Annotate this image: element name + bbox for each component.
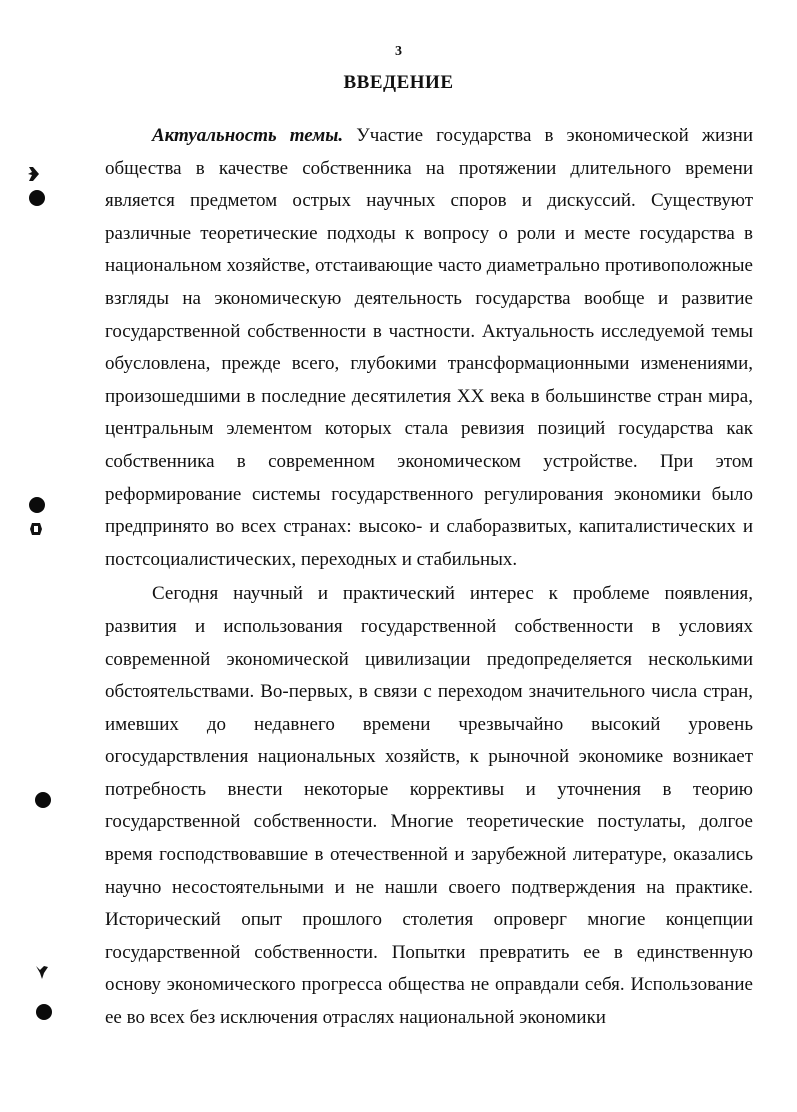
section-heading: ВВЕДЕНИЕ — [343, 72, 454, 93]
punch-hole-icon — [29, 497, 45, 513]
paragraph-1-text: Участие государства в экономической жизни общества в качестве собственника на протяжении длительного времени является предметом острых научных споров и дискуссий. Существуют различные теоретические подходы к вопросу о роли и месте государства в национальном хозяйстве, отстаивающие часто диаметрально противоположные взгляды на экономическую деятельность государства вообще и развитие государственной собственности в частности. Актуальность исследуемой темы обусловлена, прежде всего, глубокими трансформационными изменениями, произошедшими в последние десятилетия XX века в большинстве стран мира, центральным элементом которых стала ревизия позиций государства как собственника в современном экономическом устройстве. При этом реформирование системы государственного регулирования экономики было предпринято во всех странах: высоко- и слаборазвитых, капиталистических и постсоциалистических, переходных и стабильных. — [105, 125, 753, 570]
paragraph-1 — [105, 120, 753, 576]
paragraph-run-in-heading: Актуальность темы. — [152, 125, 344, 146]
punch-hole-icon — [29, 190, 45, 206]
scan-mark-icon — [29, 521, 43, 537]
punch-hole-icon — [35, 792, 51, 808]
body-text — [105, 120, 753, 1037]
scan-mark-icon — [35, 964, 49, 980]
scan-mark-icon — [27, 166, 41, 182]
paragraph-2 — [105, 578, 753, 1034]
punch-hole-icon — [36, 1004, 52, 1020]
paragraph-2-text: Сегодня научный и практический интерес к проблеме появления, развития и использования государственной собственности в условиях современной экономической цивилизации предопределяется несколькими обстоятельствами. Во-первых, в связи с переходом значительного числа стран, имевших до недавнего времени чрезвычайно высокий уровень огосударствления национальных хозяйств, к рыночной экономике возникает потребность внести некоторые коррективы и уточнения в теорию государственной собственности. Многие теоретические постулаты, долгое время господствовавшие в отечественной и зарубежной литературе, оказались научно несостоятельными и не нашли своего подтверждения на практике. Исторический опыт прошлого столетия опроверг многие концепции государственной собственности. Попытки превратить ее в единственную основу экономического прогресса общества не оправдали себя. Использование ее во всех без исключения отраслях национальной экономики — [105, 583, 753, 1029]
page-number: 3 — [395, 44, 402, 59]
